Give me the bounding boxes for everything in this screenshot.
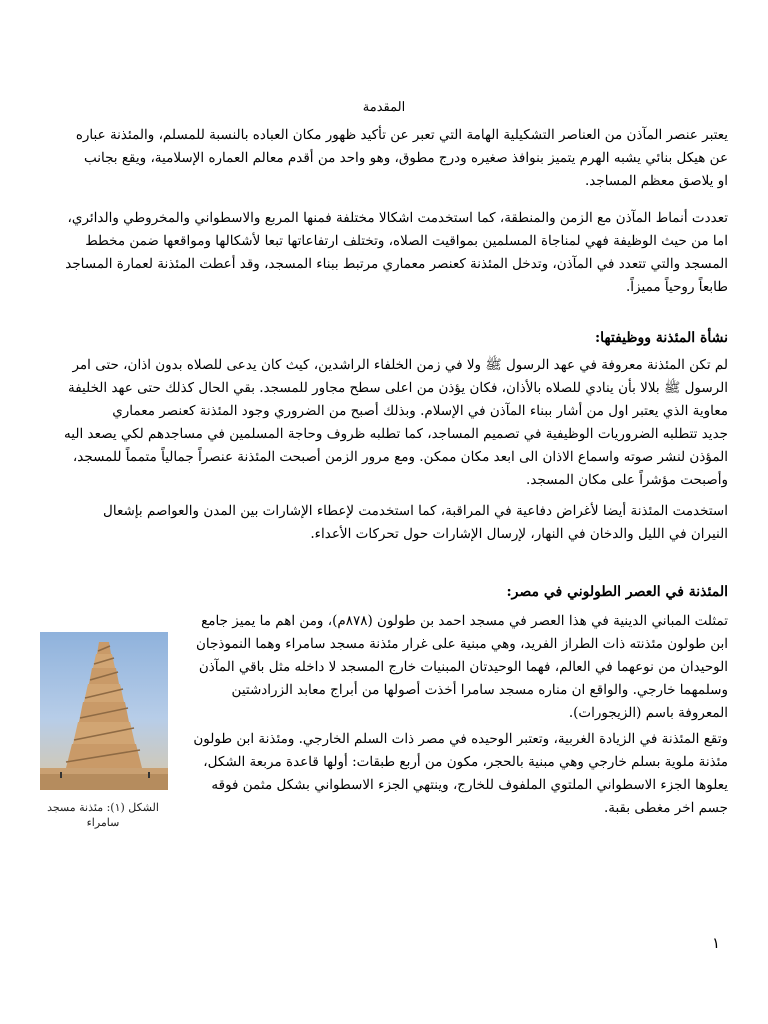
text-line: مئذنة ملوية بسلم خارجي وهي مبنية بالحجر، مكون من أربع طبقات: أولها قاعدة مربعة الشكل، [203,754,728,770]
text-line: المعروفة باسم (الزيجورات). [568,705,728,721]
caption-line: الشكل (١): مئذنة مسجد [47,801,159,814]
text-line: استخدمت المئذنة أيضا لأغراض دفاعية في المراقبة، كما استخدمت لإعطاء الإشارات بين المدن والعواصم بإشعال [103,503,728,519]
minaret-illustration [40,632,168,790]
origin-paragraph-2 [40,500,728,546]
text-line: الوحيدان من نوعهما في العالم، فهما الوحيدتان المبنيات خارج المسجد لا داخله مثل باقي المآذن [198,659,728,675]
text-line: المسجد والتي تتعدد في المآذن، وتدخل المئذنة كعنصر معماري مرتبط ببناء المسجد، وقد أعطت المئذنة لعمارة المساجد [65,256,728,272]
page-title: المقدمة [362,100,406,115]
intro-paragraph-1 [40,124,728,193]
text-line: لم تكن المئذنة معروفة في عهد الرسول ﷺ ولا في زمن الخلفاء الراشدين، كيث كان يدعى للصلاه بدون اذان، حتى امر [72,357,728,373]
text-line: الرسول ﷺ بلالا بأن ينادي للصلاه بالأذان، فكان يؤذن من اعلى سطح مجاور للمسجد. بقي الحال كذلك حتى عهد الخليفة [67,380,728,396]
text-line: طابعاً روحياً مميزاً. [626,279,728,295]
figure-caption [38,800,168,830]
text-line: تعددت أنماط المآذن مع الزمن والمنطقة، كما استخدمت اشكالا مختلفة فمنها المربع والاسطواني والمخروطي والدائري، [67,210,728,226]
text-line: او يلاصق معظم المساجد. [584,173,728,189]
section-heading-origin: نشأة المئذنة ووظيفتها: [594,330,728,346]
text-line: جديد تتطلبه الضروريات الوظيفية في تصميم المساجد، كما تطلبه ظروف وحاجة المسلمين في مساجدهم لكي يصعد اليه [64,426,728,442]
text-line: يعلوها الجزء الاسطواني الملتوي الملفوف للخارج، وينتهي الجزء الاسطواني بشكل مثمن فوقه [211,777,728,793]
text-line: تمثلت المباني الدينية في هذا العصر في مسجد احمد بن طولون (٨٧٨م)، ومن اهم ما يميز جامع [201,613,728,629]
caption-line: سامراء [86,816,120,829]
samarra-minaret-photo [40,632,168,790]
text-line: ابن طولون مئذنته ذات الطراز الفريد، وهي مبنية على غرار مئذنة مسجد سامراء وهما النموذجان [196,636,728,652]
text-line: النيران في الليل والدخان في النهار، لإرسال الإشارات حول تحركات الأعداء. [310,526,728,542]
intro-paragraph-2 [40,207,728,299]
text-line: المؤذن لنشر صوته واسماع الاذان الى ابعد مكان ممكن. ومع مرور الزمن أصبحت المئذنة عنصراً جمالياً متمماً للمسجد، [72,449,728,465]
text-line: جسم اخر مغطى بقبة. [603,800,728,816]
text-line: معاوية الذي يعتبر اول من أشار ببناء المآذن في الإسلام. وبذلك أصبح من الضروري وجود المئذنة كعنصر معماري [112,403,728,419]
text-line: وأصبحت مؤشراً على مكان المسجد. [526,472,728,488]
text-line: يعتبر عنصر المآذن من العناصر التشكيلية الهامة التي تعبر عن تأكيد ظهور مكان العباده بالنسبة للمسلم، والمئذنة عباره [75,127,728,143]
origin-paragraph-1 [40,354,728,492]
text-line: وتقع المئذنة في الزيادة الغربية، وتعتبر الوحيده في مصر ذات السلم الخارجي. ومئذنة ابن طولون [193,731,728,747]
text-line: عن هيكل بنائي يشبه الهرم يتميز بنوافذ صغيره ودرج مطوق، وهو واحد من أقدم معالم العماره الإسلامية، ويقع بجانب [83,150,728,166]
text-line: وسلمهما خارجي. والواقع ان مناره مسجد سامرا أخذت أصولها من أبراج معابد الزرادشتين [231,682,728,698]
section-heading-tulunid: المئذنة في العصر الطولوني في مصر: [506,584,728,600]
text-line: اما من حيث الوظيفة فهي لمناجاة المسلمين بمواقيت الصلاه، وتختلف ارتفاعاتها تبعا لأشكالها ومواقعها ضمن مخطط [85,233,728,249]
tulunid-paragraph-2 [176,728,728,820]
tulunid-paragraph-1 [176,610,728,725]
page-number: ١ [712,934,721,952]
